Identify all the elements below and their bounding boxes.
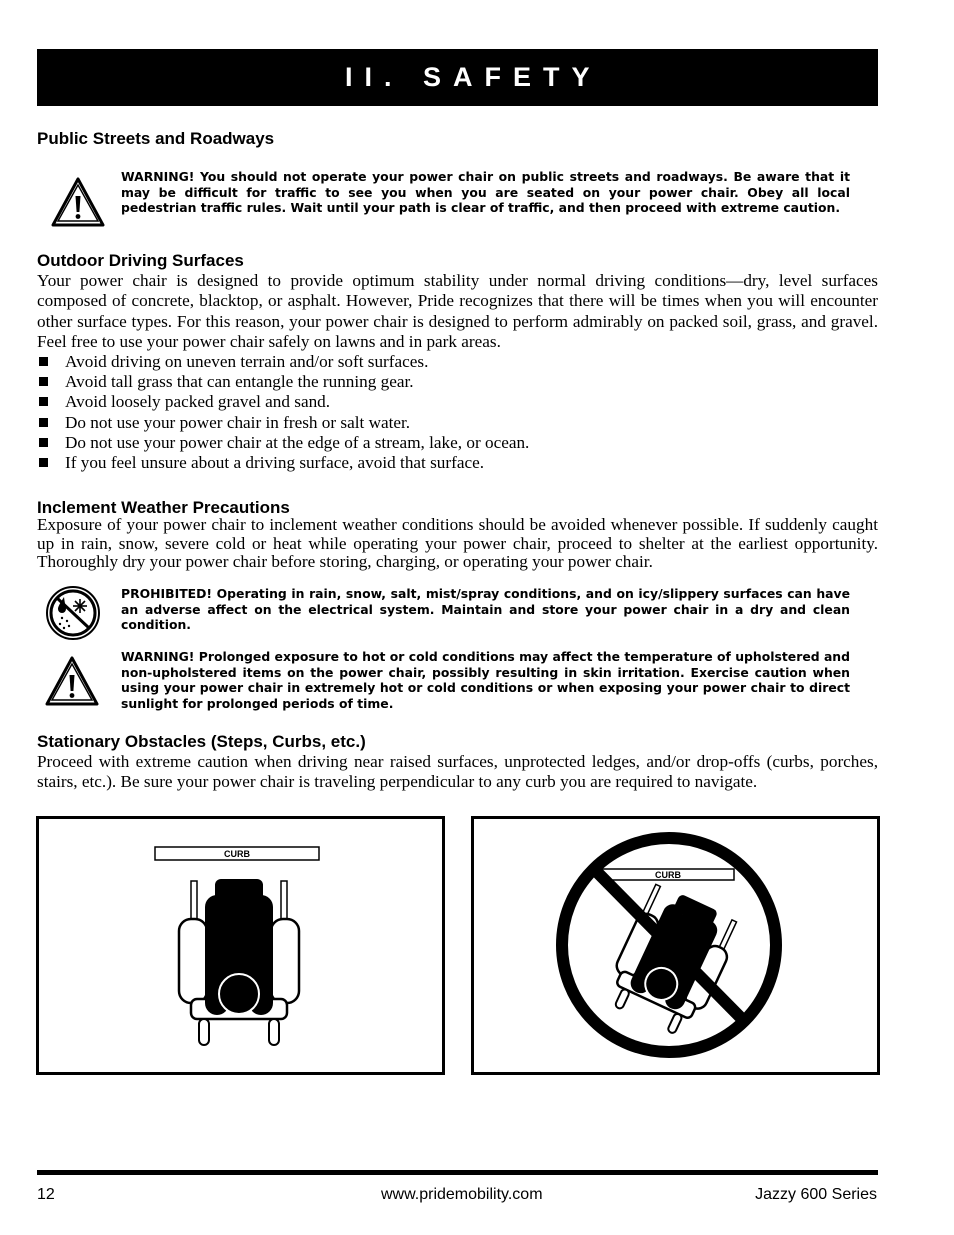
outdoor-surfaces-body: Your power chair is designed to provide optimum stability under normal driving conditions—dry, level surfaces composed of concrete, blacktop, or asphalt. However, Pride recognizes that there will be times when you will encounter other surface types. For this reason, your power chair is designed to perform admirably on packed soil, grass, and gravel. Feel free to use your power chair safely on lawns and in park areas. [37, 271, 878, 351]
outdoor-bullet-list [37, 352, 878, 473]
warning-triangle-icon [44, 655, 100, 707]
curb-label: CURB [224, 849, 250, 859]
bullet-square-icon [39, 418, 48, 427]
prohibited-weather-notice: PROHIBITED! Operating in rain, snow, salt, mist/spray conditions, and on icy/slippery surfaces can have an adverse affect on the electrical system. Maintain and store your power chair in a dry and clean condition. [121, 586, 850, 632]
warning-triangle-icon [50, 176, 106, 228]
list-item: If you feel unsure about a driving surface, avoid that surface. [37, 453, 878, 473]
stationary-obstacles-body: Proceed with extreme caution when driving near raised surfaces, unprotected ledges, and/or drop-offs (curbs, porches, stairs, etc.). Be sure your power chair is traveling perpendicular to any curb you are required to navigate. [37, 752, 878, 792]
heading-inclement-weather: Inclement Weather Precautions [37, 498, 290, 517]
footer-website: www.pridemobility.com [381, 1186, 543, 1203]
list-item: Avoid loosely packed gravel and sand. [37, 392, 878, 412]
curb-label: CURB [655, 870, 681, 880]
list-item: Avoid tall grass that can entangle the running gear. [37, 372, 878, 392]
list-item: Avoid driving on uneven terrain and/or soft surfaces. [37, 352, 878, 372]
heading-public-streets: Public Streets and Roadways [37, 129, 275, 148]
prohibited-angled-approach-illustration [474, 819, 877, 1072]
section-title: II. SAFETY [345, 62, 602, 92]
figure-correct-curb-approach [36, 816, 445, 1075]
bullet-square-icon [39, 377, 48, 386]
power-chair-perpendicular-illustration [39, 819, 442, 1072]
warning-temperature: WARNING! Prolonged exposure to hot or cold conditions may affect the temperature of upholstered and non-upholstered items on the power chair, possibly resulting in skin irritation. Exercise caution when using your power chair in extremely hot or cold conditions or when exposing your power chair to direct sunlight for prolonged periods of time. [121, 649, 850, 711]
figure-incorrect-curb-approach [471, 816, 880, 1075]
footer-rule [37, 1170, 878, 1175]
prohibited-weather-icon [44, 585, 102, 641]
list-item: Do not use your power chair in fresh or salt water. [37, 413, 878, 433]
warning-public-streets: WARNING! You should not operate your power chair on public streets and roadways. Be aware that it may be difficult for traffic to see you when you are seated on your power chair. Obey all local pedestrian traffic rules. Wait until your path is clear of traffic, and then proceed with extreme caution. [121, 169, 850, 215]
page-number: 12 [37, 1186, 55, 1203]
section-banner [37, 49, 878, 106]
bullet-square-icon [39, 357, 48, 366]
bullet-square-icon [39, 438, 48, 447]
bullet-square-icon [39, 397, 48, 406]
heading-outdoor-surfaces: Outdoor Driving Surfaces [37, 251, 244, 270]
heading-stationary-obstacles: Stationary Obstacles (Steps, Curbs, etc.) [37, 732, 366, 751]
footer-series: Jazzy 600 Series [755, 1186, 877, 1203]
bullet-square-icon [39, 458, 48, 467]
list-item: Do not use your power chair at the edge of a stream, lake, or ocean. [37, 433, 878, 453]
inclement-weather-body: Exposure of your power chair to inclement weather conditions should be avoided whenever possible. If suddenly caught up in rain, snow, severe cold or heat while operating your power chair, proceed to shelter at the earliest opportunity. Thoroughly dry your power chair before storing, charging, or operating your power chair. [37, 515, 878, 571]
